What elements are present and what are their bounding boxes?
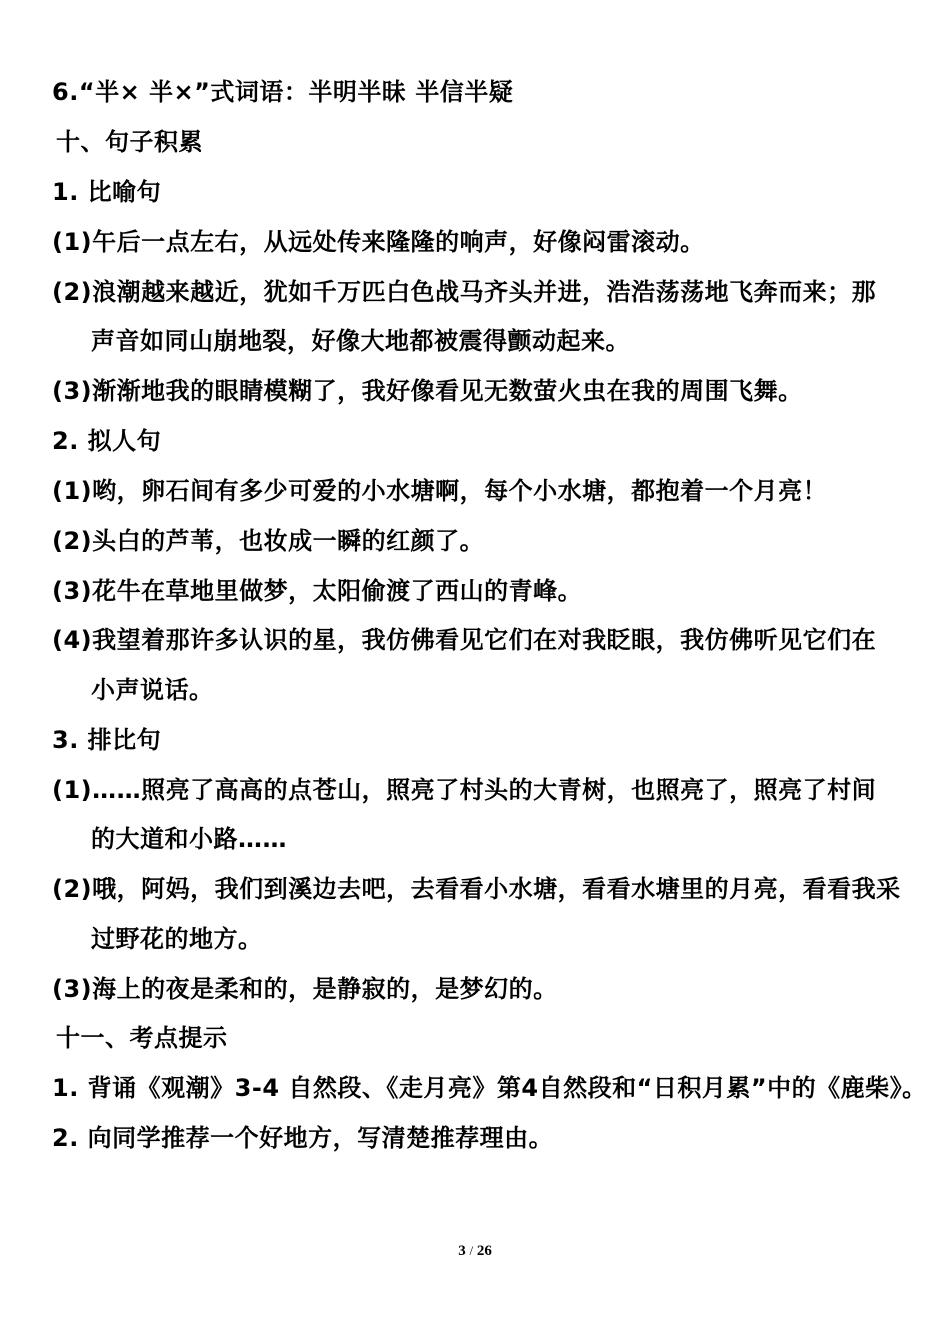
parallelism-sentence-1-cont: 的大道和小路…… <box>91 825 287 853</box>
metaphor-sentence-2-cont: 声音如同山崩地裂，好像大地都被震得颤动起来。 <box>91 327 630 355</box>
personification-sentence-3: (3)花牛在草地里做梦，太阳偷渡了西山的青峰。 <box>52 577 583 605</box>
metaphor-sentence-1: (1)午后一点左右，从远处传来隆隆的响声，好像闷雷滚动。 <box>52 228 705 256</box>
idiom-pattern-line: 6.“半× 半×”式词语：半明半昧 半信半疑 <box>52 78 514 106</box>
subheading-parallelism: 3. 排比句 <box>52 726 162 754</box>
personification-sentence-4: (4)我望着那许多认识的星，我仿佛看见它们在对我眨眼，我仿佛听见它们在 <box>52 626 877 654</box>
page-total: 26 <box>476 1243 492 1259</box>
personification-sentence-4-cont: 小声说话。 <box>91 676 214 704</box>
subheading-personification: 2. 拟人句 <box>52 427 162 455</box>
exam-tip-2: 2. 向同学推荐一个好地方，写清楚推荐理由。 <box>52 1124 554 1152</box>
section-heading-exam-tips: 十一、考点提示 <box>56 1024 228 1052</box>
personification-sentence-2: (2)头白的芦苇，也妆成一瞬的红颜了。 <box>52 527 485 555</box>
metaphor-sentence-3: (3)渐渐地我的眼睛模糊了，我好像看见无数萤火虫在我的周围飞舞。 <box>52 377 803 405</box>
parallelism-sentence-3: (3)海上的夜是柔和的，是静寂的，是梦幻的。 <box>52 975 558 1003</box>
personification-sentence-1: (1)哟，卵石间有多少可爱的小水塘啊，每个小水塘，都抱着一个月亮！ <box>52 477 828 505</box>
subheading-metaphor: 1. 比喻句 <box>52 178 162 206</box>
parallelism-sentence-2: (2)哦，阿妈，我们到溪边去吧，去看看小水塘，看看水塘里的月亮，看看我采 <box>52 875 901 903</box>
parallelism-sentence-2-cont: 过野花的地方。 <box>91 925 263 953</box>
page-separator: / <box>469 1243 474 1258</box>
page-number <box>0 1243 950 1260</box>
metaphor-sentence-2: (2)浪潮越来越近，犹如千万匹白色战马齐头并进，浩浩荡荡地飞奔而来；那 <box>52 278 877 306</box>
section-heading-sentences: 十、句子积累 <box>56 128 203 156</box>
page-current: 3 <box>458 1243 466 1259</box>
exam-tip-1: 1. 背诵《观潮》3-4 自然段、《走月亮》第4自然段和“日积月累”中的《鹿柴》。 <box>52 1074 927 1102</box>
parallelism-sentence-1: (1)……照亮了高高的点苍山，照亮了村头的大青树，也照亮了，照亮了村间 <box>52 776 877 804</box>
